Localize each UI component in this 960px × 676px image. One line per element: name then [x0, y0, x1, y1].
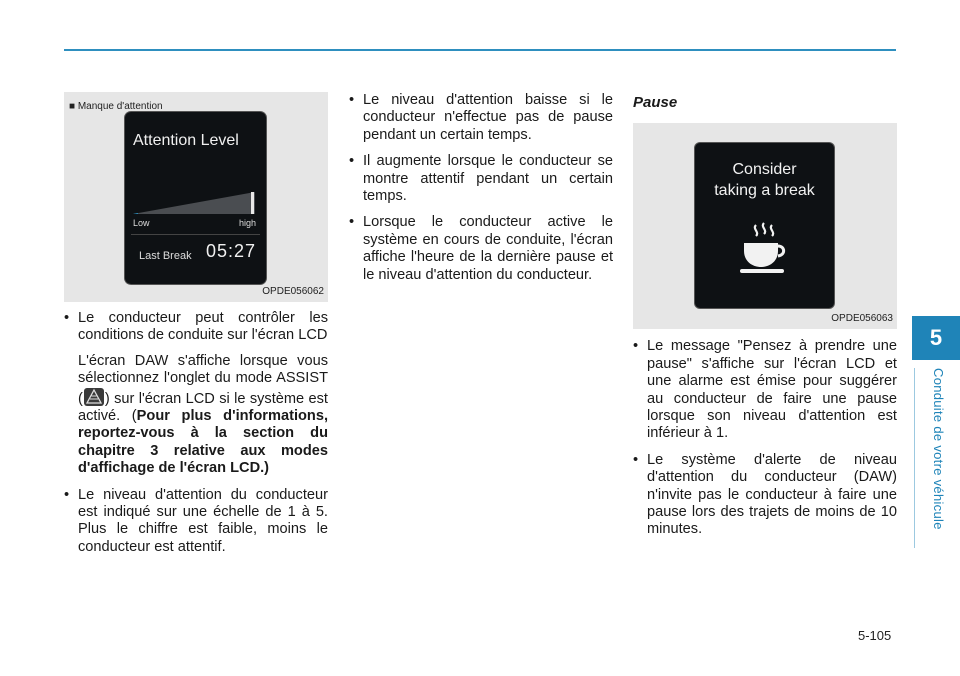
- attention-level-bar: [133, 192, 255, 214]
- list-item: • Il augmente lorsque le conducteur se montre attentif pendant un certain temps.: [349, 153, 613, 205]
- text-span: ) sur l'écran LCD si le système est activé. (: [78, 390, 328, 425]
- lcd-attention-screen: [125, 112, 266, 284]
- list-item: [64, 310, 328, 478]
- level-fill: [133, 213, 138, 214]
- figure-attention-level: [64, 92, 328, 302]
- text-span: L'écran DAW s'affiche lorsque vous sélectionnez l'onglet du mode ASSIST (: [78, 352, 328, 407]
- figure-caption: ■ Manque d'attention: [69, 101, 163, 112]
- lcd-title: Attention Level: [133, 132, 239, 149]
- bullet-list: [349, 92, 613, 284]
- last-break-time: 05:27: [205, 241, 256, 261]
- lcd-break-screen: [695, 143, 834, 308]
- column-middle: [349, 92, 613, 293]
- chapter-tab: 5: [912, 316, 960, 360]
- section-title: Pause: [633, 94, 678, 111]
- list-item: • Le système d'alerte de niveau d'attention du conducteur (DAW) n'invite pas le conducteur à faire une pause lors des trajets de moins de 10 minutes.: [633, 452, 897, 539]
- figure-code: OPDE056062: [262, 285, 324, 297]
- chapter-title: Conduite de votre véhicule: [931, 368, 946, 530]
- bullet-list: [633, 338, 897, 538]
- bullet-text: • Le conducteur peut contrôler les conditions de conduite sur l'écran LCD: [78, 310, 328, 344]
- list-item: • Le niveau d'attention du conducteur est indiqué sur une échelle de 1 à 5. Plus le chiffre est faible, moins le conducteur est attentif.: [64, 487, 328, 557]
- bullet-paragraph: [78, 353, 328, 478]
- side-divider: [914, 368, 915, 548]
- list-item: • Le message "Pensez à prendre une pause" s'affiche sur l'écran LCD et une alarme est émise pour suggérer au conducteur de faire une pause lorsque son niveau d'attention est inférieur à 1.: [633, 338, 897, 442]
- list-item: • Le niveau d'attention baisse si le conducteur n'effectue pas de pause pendant un certain temps.: [349, 92, 613, 144]
- break-message: [695, 159, 834, 201]
- break-message-line: taking a break: [714, 182, 815, 200]
- level-low-label: Low: [133, 218, 150, 228]
- break-message-line: Consider: [732, 161, 797, 179]
- bold-reference: Pour plus d'informations, reportez-vous à la section du chapitre 3 relative aux modes d'affichage de l'écran LCD.): [78, 408, 328, 477]
- page-number: 5-105: [858, 628, 892, 643]
- list-item: • Lorsque le conducteur active le système en cours de conduite, l'écran affiche l'heure de la dernière pause et le niveau d'attention du conducteur.: [349, 214, 613, 284]
- assist-mode-icon: [84, 388, 104, 406]
- column-left: [64, 92, 328, 565]
- level-high-label: high: [238, 218, 256, 228]
- figure-take-break: [633, 123, 897, 329]
- column-right: [633, 92, 897, 548]
- figure-code: OPDE056063: [831, 313, 893, 324]
- header-rule: [64, 49, 896, 51]
- lcd-divider: [131, 234, 260, 235]
- bullet-list: [64, 310, 328, 556]
- coffee-cup-icon: [738, 221, 790, 279]
- level-max-marker: [251, 192, 254, 214]
- level-track: [133, 192, 255, 214]
- last-break-label: Last Break: [139, 250, 192, 262]
